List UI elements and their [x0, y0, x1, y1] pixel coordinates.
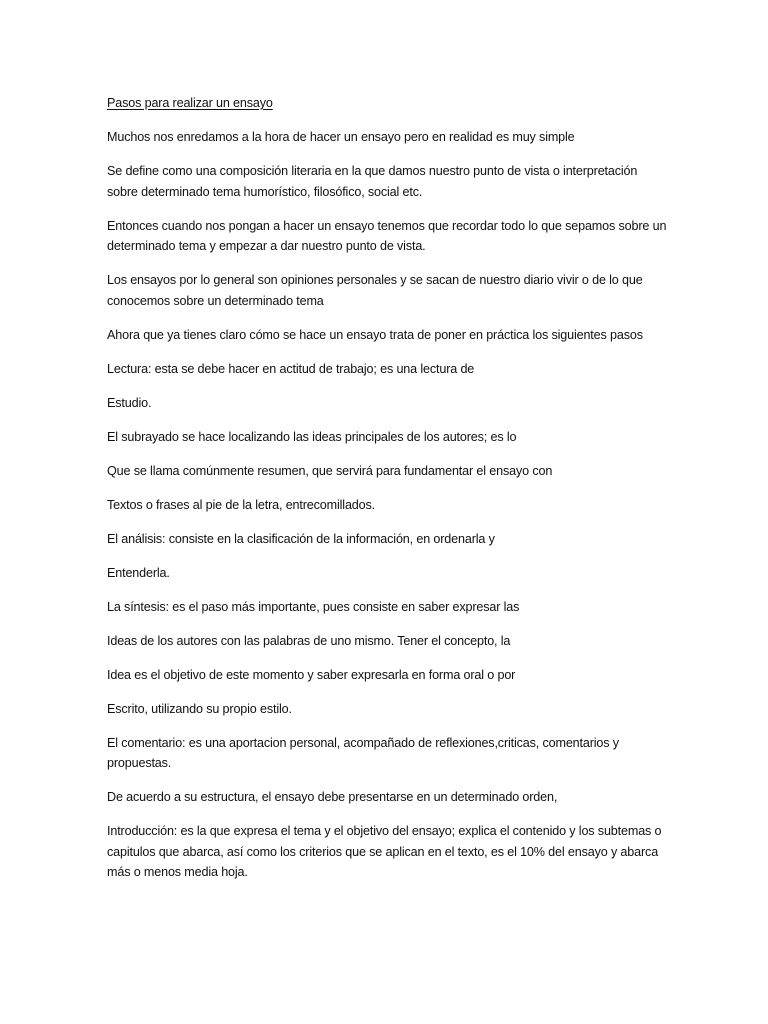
paragraph: Estudio. [107, 395, 152, 410]
paragraph: Ideas de los autores con las palabras de uno mismo. Tener el concepto, la [107, 633, 511, 648]
paragraph: Que se llama comúnmente resumen, que servirá para fundamentar el ensayo con [107, 463, 553, 478]
paragraph: Idea es el objetivo de este momento y saber expresarla en forma oral o por [107, 667, 516, 682]
paragraph: Se define como una composición literaria en la que damos nuestro punto de vista o interpretación sobre determinado tema humorístico, filosófico, social etc. [107, 164, 638, 199]
paragraph: Entenderla. [107, 565, 170, 580]
paragraph: El análisis: consiste en la clasificación de la información, en ordenarla y [107, 531, 495, 546]
document-title: Pasos para realizar un ensayo [107, 96, 273, 110]
paragraph: La síntesis: es el paso más importante, pues consiste en saber expresar las [107, 599, 520, 614]
paragraph: El comentario: es una aportacion personal, acompañado de reflexiones,criticas, comentarios y propuestas. [107, 735, 619, 770]
paragraph: Ahora que ya tienes claro cómo se hace un ensayo trata de poner en práctica los siguientes pasos [107, 327, 643, 342]
paragraph: Textos o frases al pie de la letra, entrecomillados. [107, 497, 376, 512]
paragraph: De acuerdo a su estructura, el ensayo debe presentarse en un determinado orden, [107, 790, 558, 804]
paragraph: Entonces cuando nos pongan a hacer un ensayo tenemos que recordar todo lo que sepamos sobre un determinado tema y empezar a dar nuestro punto de vista. [107, 218, 667, 253]
paragraph: Lectura: esta se debe hacer en actitud de trabajo; es una lectura de [107, 361, 475, 376]
document-body [107, 93, 667, 896]
paragraph: Escrito, utilizando su propio estilo. [107, 701, 292, 716]
paragraph: Los ensayos por lo general son opiniones personales y se sacan de nuestro diario vivir o de lo que conocemos sobre un determinado tema [107, 273, 643, 308]
paragraph: Introducción: es la que expresa el tema y el objetivo del ensayo; explica el contenido y los subtemas o capitulos que abarca, así como los criterios que se aplican en el texto, es el 10% del ensayo y abarca más o menos media hoja. [107, 824, 662, 879]
paragraph: El subrayado se hace localizando las ideas principales de los autores; es lo [107, 429, 517, 444]
paragraph: Muchos nos enredamos a la hora de hacer un ensayo pero en realidad es muy simple [107, 130, 575, 144]
